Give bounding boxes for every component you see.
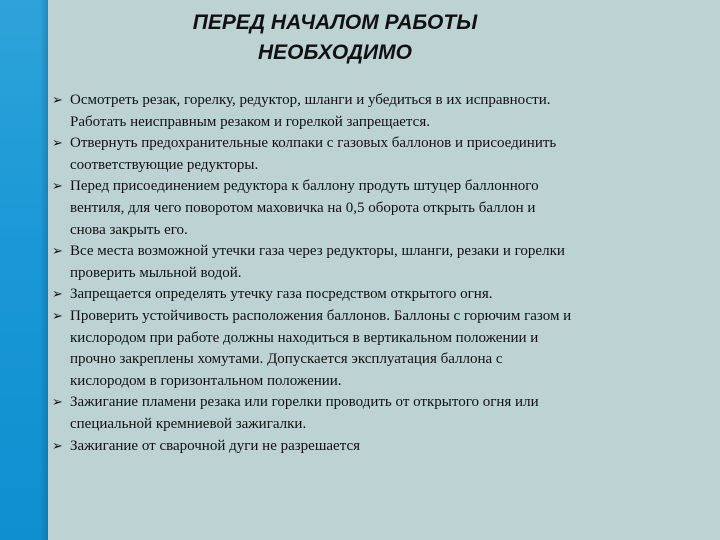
list-item-text-line: Проверить устойчивость расположения баллонов. Баллоны с горючим газом и bbox=[70, 307, 572, 324]
list-item-text-line: Запрещается определять утечку газа посредством открытого огня. bbox=[70, 286, 493, 303]
arrow-bullet-icon: ➢ bbox=[52, 244, 63, 260]
list-item-text-line: проверить мыльной водой. bbox=[70, 264, 242, 281]
title-line-1: ПЕРЕД НАЧАЛОМ РАБОТЫ bbox=[192, 11, 478, 34]
list-item bbox=[52, 133, 682, 176]
arrow-bullet-icon: ➢ bbox=[52, 93, 63, 108]
title-line-2: НЕОБХОДИМО bbox=[258, 41, 412, 64]
list-item-text-line: Осмотреть резак, горелку, редуктор, шланги и убедиться в их исправности. bbox=[70, 92, 551, 108]
arrow-bullet-icon: ➢ bbox=[52, 438, 63, 454]
list-item-text-line: кислородом при работе должны находиться в вертикальном положении и bbox=[70, 329, 539, 346]
list-item-text-line: прочно закреплены хомутами. Допускается эксплуатация баллона с bbox=[70, 351, 503, 368]
list-item-text-line: кислородом в горизонтальном положении. bbox=[70, 372, 342, 389]
arrow-bullet-icon: ➢ bbox=[52, 136, 63, 152]
list-item bbox=[52, 241, 682, 284]
list-item bbox=[52, 176, 682, 241]
arrow-bullet-icon: ➢ bbox=[52, 308, 63, 324]
list-item-text-line: Перед присоединением редуктора к баллону продуть штуцер баллонного bbox=[70, 178, 539, 195]
list-item bbox=[52, 306, 682, 392]
arrow-bullet-icon: ➢ bbox=[52, 287, 63, 303]
list-item-text-line: Все места возможной утечки газа через редукторы, шланги, резаки и горелки bbox=[70, 243, 565, 260]
list-item-text-line: снова закрыть его. bbox=[70, 221, 188, 238]
instruction-list bbox=[52, 90, 682, 457]
list-item-text-line: Работать неисправным резаком и горелкой запрещается. bbox=[70, 113, 430, 130]
list-item-text-line: вентиля, для чего поворотом маховичка на 0,5 оборота открыть баллон и bbox=[70, 199, 536, 216]
list-item bbox=[52, 90, 682, 133]
list-item-text-line: Зажигание пламени резака или горелки проводить от открытого огня или bbox=[70, 394, 539, 411]
list-item bbox=[52, 284, 682, 306]
list-item bbox=[52, 436, 682, 458]
list-item-text-line: Зажигание от сварочной дуги не разрешается bbox=[70, 437, 361, 454]
arrow-bullet-icon: ➢ bbox=[52, 395, 63, 411]
list-item-text-line: Отвернуть предохранительные колпаки с газовых баллонов и присоединить bbox=[70, 135, 557, 152]
list-item-text-line: соответствующие редукторы. bbox=[70, 156, 259, 173]
list-item-text-line: специальной кремниевой зажигалки. bbox=[70, 415, 307, 432]
slide-title bbox=[110, 8, 560, 68]
list-item bbox=[52, 392, 682, 435]
arrow-bullet-icon: ➢ bbox=[52, 179, 63, 195]
